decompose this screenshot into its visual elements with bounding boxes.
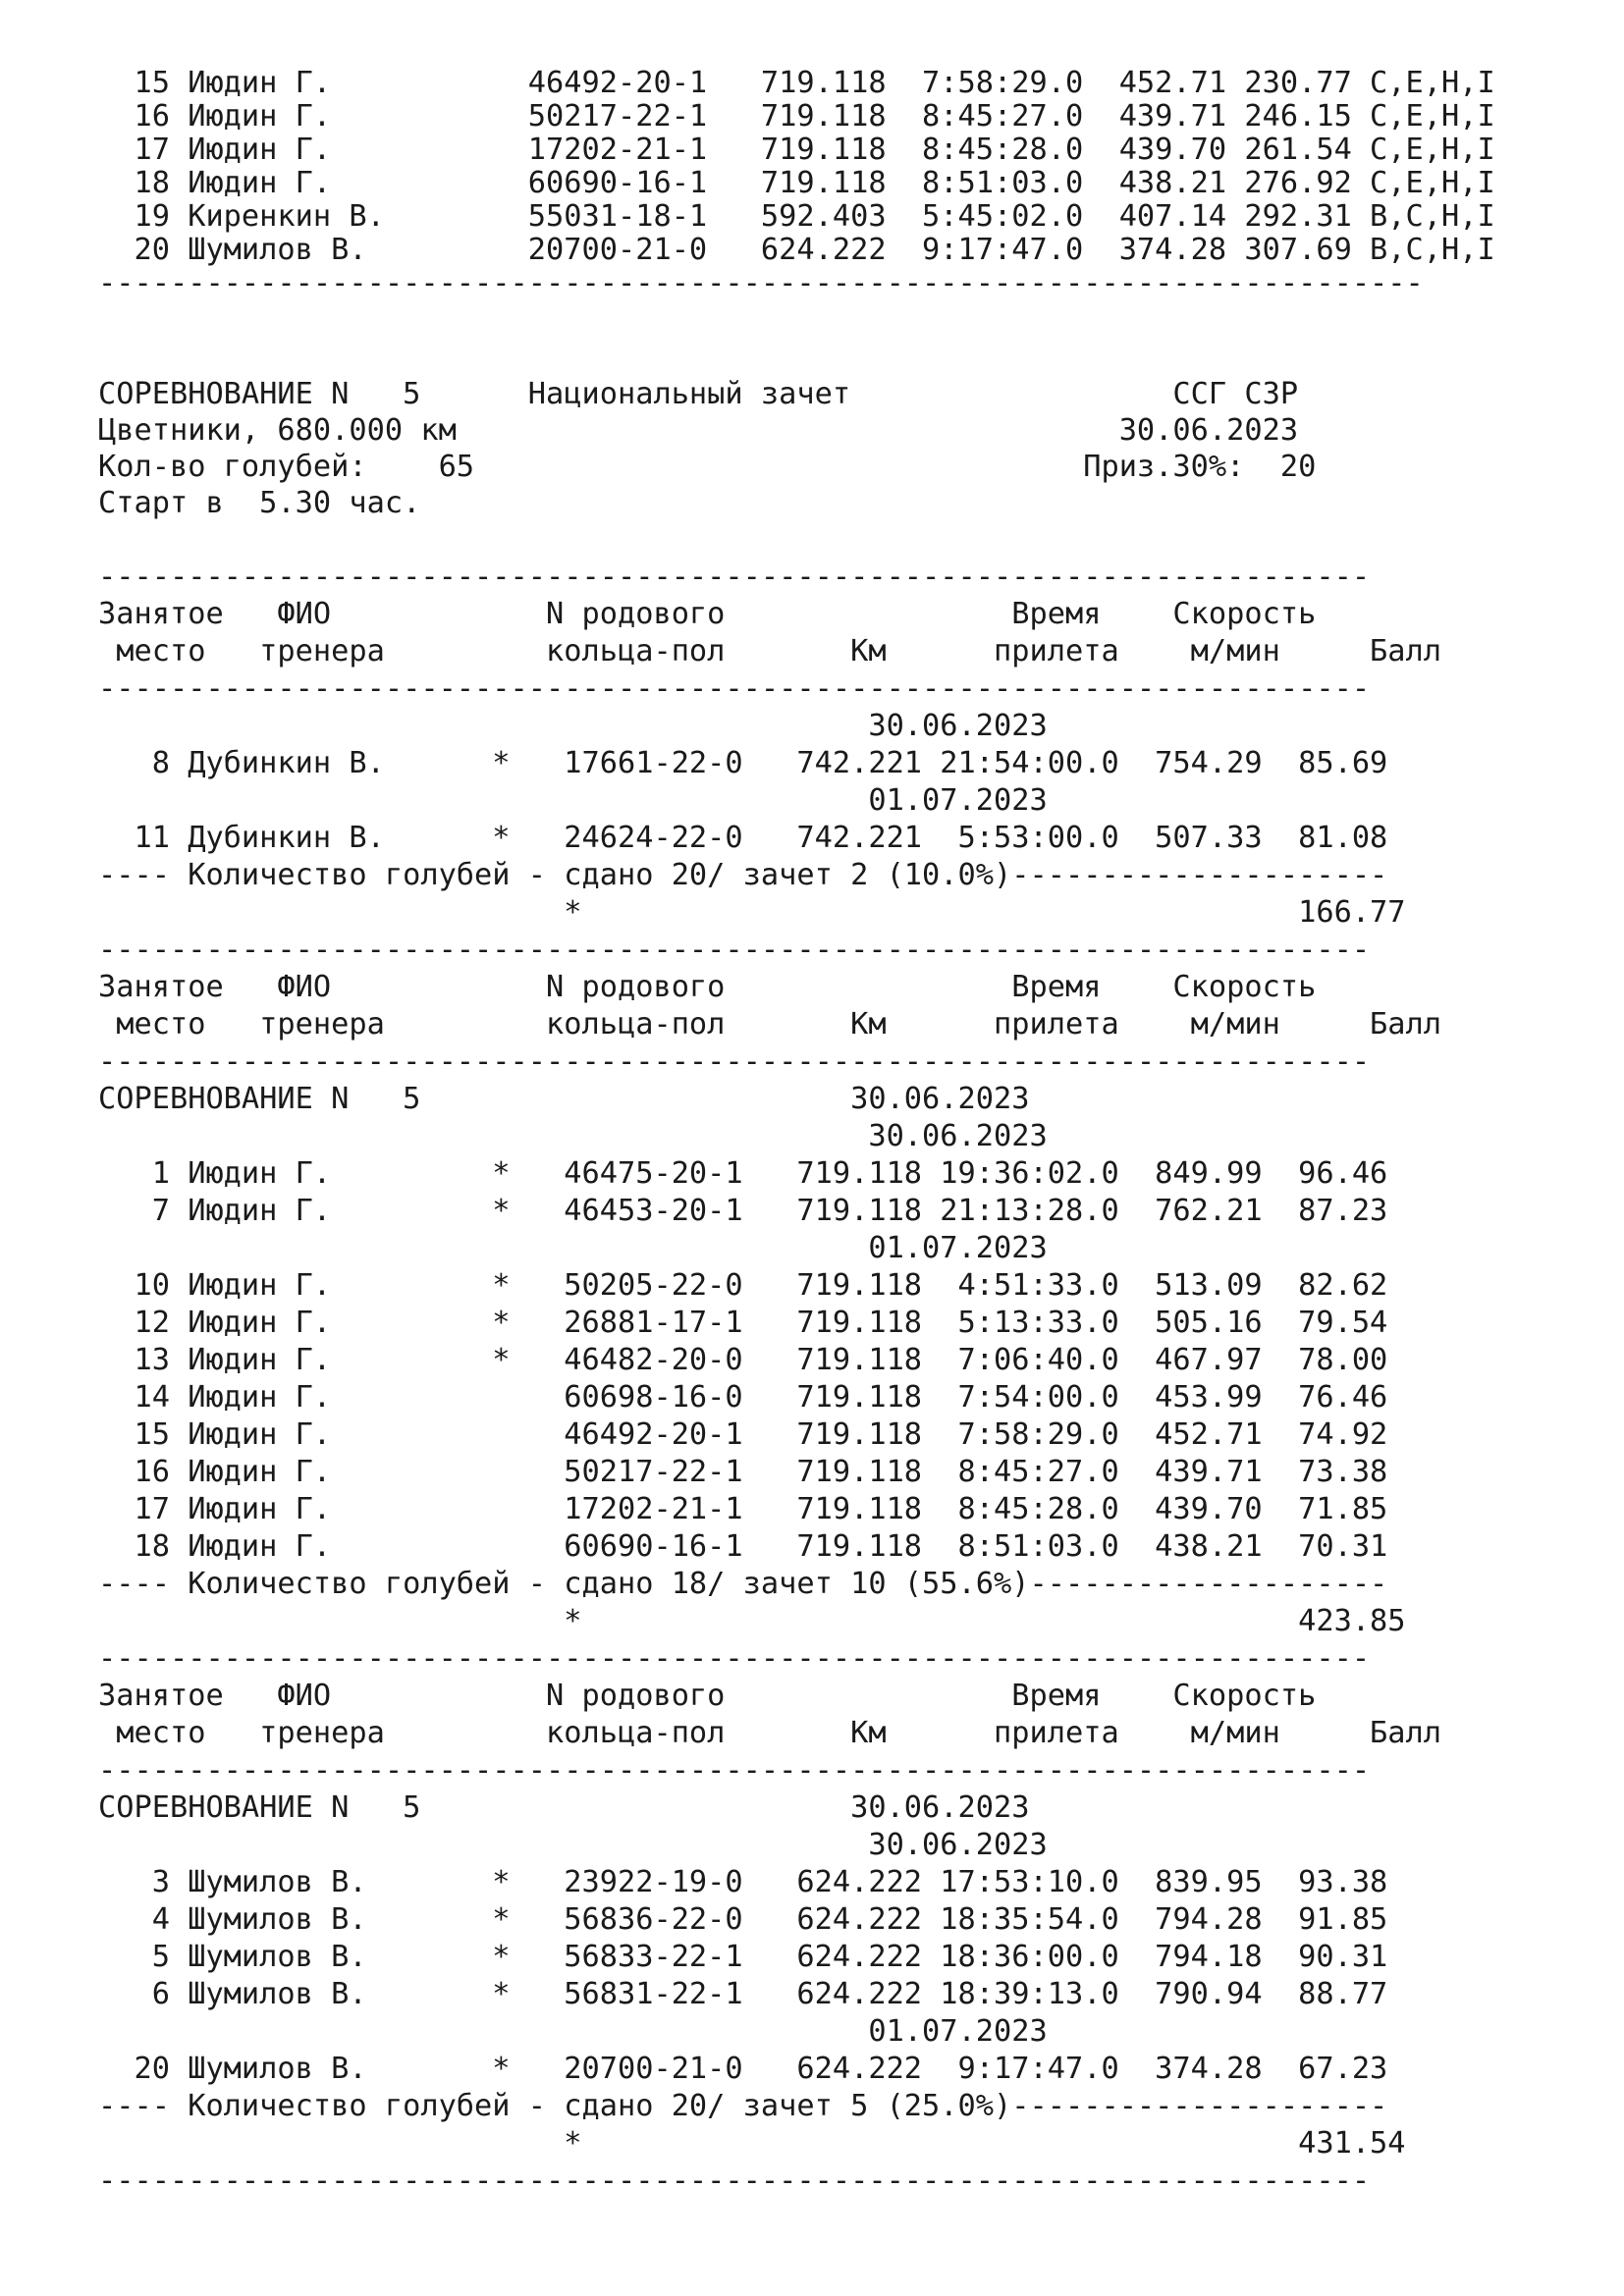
result-row: 13 Июдин Г. * 46482-20-0 719.118 7:06:40.0 467.97 78.00 bbox=[98, 1343, 1388, 1377]
result-row: 12 Июдин Г. * 26881-17-1 719.118 5:13:33.0 505.16 79.54 bbox=[98, 1306, 1388, 1340]
top-row: 15 Июдин Г. 46492-20-1 719.118 7:58:29.0 452.71 230.77 C,E,H,I bbox=[98, 66, 1495, 100]
table-header-line1: Занятое ФИО N родового Время Скорость bbox=[98, 970, 1317, 1004]
result-row: 15 Июдин Г. 46492-20-1 719.118 7:58:29.0 452.71 74.92 bbox=[98, 1417, 1388, 1452]
result-row: 14 Июдин Г. 60698-16-0 719.118 7:54:00.0 453.99 76.46 bbox=[98, 1380, 1388, 1415]
table-header-line1: Занятое ФИО N родового Время Скорость bbox=[98, 1679, 1317, 1713]
summary-line: ---- Количество голубей - сдано 20/ зачет 5 (25.0%)--------------------- bbox=[98, 2089, 1388, 2123]
table-separator: ----------------------------------------------------------------------- bbox=[98, 1753, 1371, 1788]
competition-date-line: СОРЕВНОВАНИЕ N 5 30.06.2023 bbox=[98, 1790, 1030, 1825]
result-row: 17 Июдин Г. 17202-21-1 719.118 8:45:28.0 439.70 71.85 bbox=[98, 1492, 1388, 1526]
date-line: 01.07.2023 bbox=[98, 2014, 1048, 2049]
result-row: 8 Дубинкин В. * 17661-22-0 742.221 21:54:00.0 754.29 85.69 bbox=[98, 746, 1388, 780]
result-row: 4 Шумилов В. * 56836-22-0 624.222 18:35:54.0 794.28 91.85 bbox=[98, 1902, 1388, 1937]
date-line: 30.06.2023 bbox=[98, 1119, 1048, 1153]
result-row: 7 Июдин Г. * 46453-20-1 719.118 21:13:28.0 762.21 87.23 bbox=[98, 1194, 1388, 1228]
total-line: * 423.85 bbox=[98, 1604, 1406, 1638]
table-separator: ----------------------------------------------------------------------- bbox=[98, 671, 1371, 706]
competition-start: Старт в 5.30 час. bbox=[98, 486, 421, 520]
table-separator: ----------------------------------------------------------------------- bbox=[98, 560, 1371, 594]
total-line: * 431.54 bbox=[98, 2126, 1406, 2161]
result-row: 11 Дубинкин В. * 24624-22-0 742.221 5:53:00.0 507.33 81.08 bbox=[98, 821, 1388, 855]
table-header-line1: Занятое ФИО N родового Время Скорость bbox=[98, 597, 1317, 631]
result-row: 18 Июдин Г. 60690-16-1 719.118 8:51:03.0 438.21 70.31 bbox=[98, 1529, 1388, 1564]
result-row: 20 Шумилов В. * 20700-21-0 624.222 9:17:47.0 374.28 67.23 bbox=[98, 2052, 1388, 2086]
result-row: 6 Шумилов В. * 56831-22-1 624.222 18:39:13.0 790.94 88.77 bbox=[98, 1977, 1388, 2011]
summary-line: ---- Количество голубей - сдано 20/ зачет 2 (10.0%)--------------------- bbox=[98, 858, 1388, 892]
competition-location-date: Цветники, 680.000 км 30.06.2023 bbox=[98, 413, 1299, 448]
result-row: 10 Июдин Г. * 50205-22-0 719.118 4:51:33.0 513.09 82.62 bbox=[98, 1268, 1388, 1303]
summary-line: ---- Количество голубей - сдано 18/ зачет 10 (55.6%)-------------------- bbox=[98, 1567, 1388, 1601]
top-row: 19 Киренкин В. 55031-18-1 592.403 5:45:02.0 407.14 292.31 B,C,H,I bbox=[98, 199, 1495, 234]
result-row: 16 Июдин Г. 50217-22-1 719.118 8:45:27.0 439.71 73.38 bbox=[98, 1455, 1388, 1489]
competition-date-line: СОРЕВНОВАНИЕ N 5 30.06.2023 bbox=[98, 1082, 1030, 1116]
top-row: 20 Шумилов В. 20700-21-0 624.222 9:17:47.0 374.28 307.69 B,C,H,I bbox=[98, 233, 1495, 267]
table-header-line2: место тренера кольца-пол Км прилета м/мин Балл bbox=[98, 1716, 1442, 1750]
date-line: 01.07.2023 bbox=[98, 1231, 1048, 1265]
top-row: 16 Июдин Г. 50217-22-1 719.118 8:45:27.0 439.71 246.15 C,E,H,I bbox=[98, 99, 1495, 133]
top-separator: -------------------------------------------------------------------------- bbox=[98, 266, 1424, 300]
result-row: 1 Июдин Г. * 46475-20-1 719.118 19:36:02.0 849.99 96.46 bbox=[98, 1156, 1388, 1191]
total-line: * 166.77 bbox=[98, 895, 1406, 930]
competition-title: СОРЕВНОВАНИЕ N 5 Национальный зачет ССГ СЗР bbox=[98, 377, 1299, 411]
table-header-line2: место тренера кольца-пол Км прилета м/мин Балл bbox=[98, 1007, 1442, 1041]
table-separator: ----------------------------------------------------------------------- bbox=[98, 1044, 1371, 1079]
competition-bird-count: Кол-во голубей: 65 Приз.30%: 20 bbox=[98, 450, 1317, 484]
result-row: 5 Шумилов В. * 56833-22-1 624.222 18:36:00.0 794.18 90.31 bbox=[98, 1940, 1388, 1974]
date-line: 30.06.2023 bbox=[98, 709, 1048, 743]
result-row: 3 Шумилов В. * 23922-19-0 624.222 17:53:10.0 839.95 93.38 bbox=[98, 1865, 1388, 1899]
date-line: 01.07.2023 bbox=[98, 783, 1048, 818]
top-row: 17 Июдин Г. 17202-21-1 719.118 8:45:28.0 439.70 261.54 C,E,H,I bbox=[98, 133, 1495, 167]
top-row: 18 Июдин Г. 60690-16-1 719.118 8:51:03.0 438.21 276.92 C,E,H,I bbox=[98, 166, 1495, 200]
date-line: 30.06.2023 bbox=[98, 1828, 1048, 1862]
table-separator: ----------------------------------------------------------------------- bbox=[98, 933, 1371, 967]
table-header-line2: место тренера кольца-пол Км прилета м/мин Балл bbox=[98, 634, 1442, 668]
table-separator: ----------------------------------------------------------------------- bbox=[98, 1641, 1371, 1676]
table-separator: ----------------------------------------------------------------------- bbox=[98, 2163, 1371, 2198]
